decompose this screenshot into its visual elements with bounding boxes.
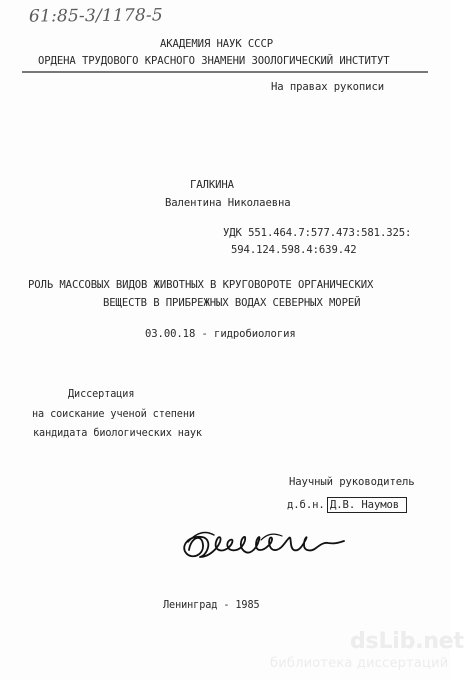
author-name: Валентина Николаевна: [165, 197, 291, 209]
dissertation-type: Диссертация: [68, 389, 135, 400]
author-surname: ГАЛКИНА: [190, 179, 234, 191]
advisor-name: Д.В. Наумов: [330, 499, 400, 511]
dissertation-title-line-2: ВЕЩЕСТВ В ПРИБРЕЖНЫХ ВОДАХ СЕВЕРНЫХ МОРЕЙ: [103, 297, 361, 309]
degree-line: на соискание ученой степени: [32, 409, 195, 420]
handwritten-signature: [178, 520, 348, 575]
rights-note: На правах рукописи: [271, 81, 385, 93]
advisor-label: Научный руководитель: [289, 476, 415, 488]
dissertation-title-line-1: РОЛЬ МАССОВЫХ ВИДОВ ЖИВОТНЫХ В КРУГОВОРОТЕ ОРГАНИЧЕСКИХ: [28, 279, 374, 291]
academy-title: АКАДЕМИЯ НАУК СССР: [160, 38, 274, 50]
udc-line-1: УДК 551.464.7:577.473:581.325:: [223, 227, 412, 239]
udc-line-2: 594.124.598.4:639.42: [231, 244, 357, 256]
watermark-caption: библиотека диссертаций: [270, 656, 449, 671]
advisor-degree: д.б.н.: [287, 499, 325, 511]
specialty: 03.00.18 - гидробиология: [145, 328, 296, 340]
institute-title: ОРДЕНА ТРУДОВОГО КРАСНОГО ЗНАМЕНИ ЗООЛОГИЧЕСКИЙ ИНСТИТУТ: [38, 55, 390, 67]
place-year: Ленинград - 1985: [163, 600, 260, 611]
archive-stamp: 61:85-3/1178-5: [28, 5, 163, 27]
watermark-site: dsLib.net: [350, 629, 464, 654]
science-degree: кандидата биологических наук: [33, 428, 202, 439]
header-divider: [22, 71, 428, 73]
